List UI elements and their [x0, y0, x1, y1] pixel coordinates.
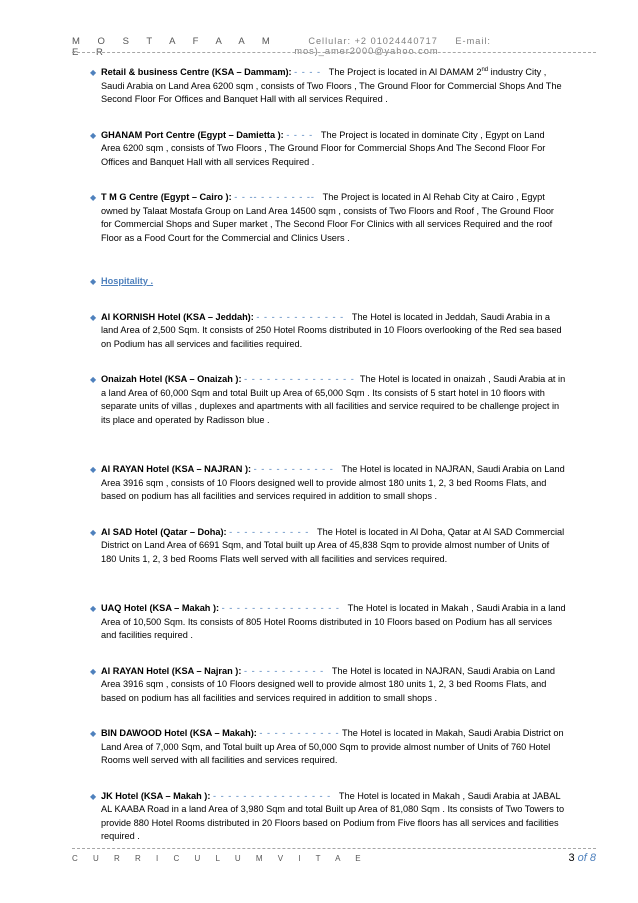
project-title: GHANAM Port Centre (Egypt – Damietta ):	[101, 129, 284, 140]
document-body	[90, 66, 566, 844]
hotel-entry	[90, 602, 566, 643]
hospitality-section-link[interactable]: Hospitality .	[101, 276, 154, 286]
dash-leader: - - -- - - - - - - --	[234, 192, 315, 202]
author-name: M O S T A F A A M E R	[72, 36, 278, 58]
page-footer	[72, 852, 596, 864]
hotel-title: UAQ Hotel (KSA – Makah ):	[101, 603, 220, 613]
diamond-bullet-icon: ◆	[90, 465, 97, 474]
project-title: Retail & business Centre (KSA – Dammam):	[101, 67, 292, 77]
hotel-entry	[90, 790, 566, 844]
project-title: T M G Centre (Egypt – Cairo ):	[101, 192, 232, 202]
page-header	[72, 36, 596, 58]
diamond-bullet-icon: ◆	[90, 791, 97, 801]
hotel-description: The Hotel is located in Jeddah, Saudi Arabia in a land Area of 2,500 Sqm. It consists of 250 Hotel Rooms distributed in 10 Floors overlooking of the Red sea based on Podium has all services and facilities required.	[101, 311, 562, 349]
project-description: The Project is located in dominate City , Egypt on Land Area 6200 sqm , consists of Two Floors , The Ground Floor for Commercial Shops And The Second Floor For Offices and Banquet Hall with all services Required .	[101, 129, 546, 167]
project-entry-retail	[90, 66, 566, 107]
hotel-entry	[90, 526, 566, 567]
diamond-bullet-icon: ◆	[90, 527, 97, 537]
hotel-title: Al SAD Hotel (Qatar – Doha):	[101, 526, 227, 537]
diamond-bullet-icon: ◆	[90, 193, 97, 202]
diamond-bullet-icon: ◆	[90, 375, 97, 384]
diamond-bullet-icon: ◆	[90, 68, 97, 77]
section-hospitality	[90, 275, 566, 289]
current-page: 3	[568, 852, 575, 864]
project-description: industry City , Saudi Arabia on Land Area 6200 sqm , consists of Two Floors , The Ground Floor for Commercial Shops And The Second Floor For Offices and Banquet Hall with all services Required .	[101, 67, 562, 104]
hotel-entry	[90, 665, 566, 706]
hotel-title: Al RAYAN Hotel (KSA – NAJRAN ):	[101, 464, 252, 474]
hotel-description: The Hotel is located in Makah , Saudi Arabia in a land Area of 10,500 Sqm. Its consists of 805 Hotel Rooms distributed in 10 Floors based on Podium has all services and facilities required .	[101, 603, 566, 640]
dash-leader: - - - - - - - - - - - - - - - -	[212, 790, 332, 801]
diamond-bullet-icon: ◆	[90, 729, 97, 738]
project-description: The Project is located in Al Rehab City at Cairo , Egypt owned by Talaat Mostafa Group on Land Area 14500 sqm , consists of Two Floors and Roof , The Ground Floor for Commercial Shops and Super market , The Second Floor For Clinics with all services Required and the roof Floor as a Food Court for the Commercial and Clinics Users .	[101, 192, 554, 243]
project-entry-tmg	[90, 191, 566, 245]
dash-leader: - - - -	[294, 67, 322, 77]
dash-leader: - - - - - - - - - - - - - - -	[244, 374, 355, 384]
footer-label: C U R R I C U L U M V I T A E	[72, 854, 368, 863]
project-description-start: The Project is located in Al DAMAM 2	[328, 67, 482, 77]
diamond-bullet-icon: ◆	[90, 312, 97, 322]
cellular-number: Cellular: +2 01024440717	[308, 36, 438, 46]
hotel-description: The Hotel is located in NAJRAN, Saudi Arabia on Land Area 3916 sqm , consists of 10 Floors designed well to provide almost 180 units 1, 2, 3 bed Rooms Flats, and based on podium has all facilities and services required in addition to small shops .	[101, 665, 555, 703]
hotel-entry	[90, 463, 566, 504]
hotel-description: The Hotel is located in onaizah , Saudi Arabia at in a land Area of 60,000 Sqm and total Built up Area of 65,000 Sqm . Its consists of 5 start hotel in 10 floors with separate units of villas , duplexes and apartments with all facilities and service required to be challenge project in its place and operated by Radisson blue .	[101, 374, 566, 425]
ordinal-suffix: nd	[481, 66, 489, 73]
dash-leader: - - - - - - - - - - -	[243, 665, 325, 676]
hotel-title: JK Hotel (KSA – Makah ):	[101, 790, 211, 801]
hotel-entry	[90, 311, 566, 352]
hotel-description: The Hotel is located in NAJRAN, Saudi Arabia on Land Area 3916 sqm , consists of 10 Floors designed well to provide almost 180 units 1, 2, 3 bed Rooms Flats, and based on podium has all facilities and services required in addition to small shops .	[101, 464, 565, 501]
hotel-title: Al RAYAN Hotel (KSA – Najran ):	[101, 665, 242, 676]
diamond-bullet-icon: ◆	[90, 604, 97, 613]
diamond-bullet-icon: ◆	[90, 277, 97, 286]
hotel-description: The Hotel is located in Makah , Saudi Arabia at JABAL AL KAABA Road in a land Area of 3,980 Sqm and total Built up Area of 81,080 Sqm . Its consists of Two Towers to provide 880 Hotel Rooms distributed in 20 Floors based on Podium from Five floors has all services and facilities required .	[101, 790, 565, 841]
email-address: E-mail: mos)_amer2000@yahoo.com	[294, 36, 491, 56]
hotel-entry	[90, 373, 566, 427]
project-entry-ghanam	[90, 129, 566, 170]
footer-divider	[72, 848, 596, 849]
diamond-bullet-icon: ◆	[90, 666, 97, 676]
dash-leader: - - - -	[286, 129, 314, 140]
header-divider	[72, 52, 596, 53]
hotel-entry	[90, 727, 566, 768]
diamond-bullet-icon: ◆	[90, 130, 97, 140]
total-pages: of 8	[577, 852, 596, 864]
hotel-description: The Hotel is located in Al Doha, Qatar at Al SAD Commercial District on Land Area of 6691 Sqm, and Total built up Area of 45,838 Sqm to provide almost number of Units of 180 Units 1, 2, 3 bed Rooms Flats well served with all facilities and services required.	[101, 526, 565, 564]
hotel-title: BIN DAWOOD Hotel (KSA – Makah):	[101, 728, 257, 738]
hotel-description: The Hotel is located in Makah, Saudi Arabia District on Land Area of 7,000 Sqm, and Total built up Area of 50,000 Sqm to provide almost number of Units of 760 Hotel Rooms well served with all facilities and services required.	[101, 728, 564, 765]
dash-leader: - - - - - - - - - - -	[229, 526, 310, 537]
hotel-title: Onaizah Hotel (KSA – Onaizah ):	[101, 374, 242, 384]
page-number	[568, 852, 596, 864]
dash-leader: - - - - - - - - - - -	[253, 464, 334, 474]
dash-leader: - - - - - - - - - - - -	[256, 311, 345, 322]
dash-leader: - - - - - - - - - - - - - - - -	[221, 603, 340, 613]
hotel-title: Al KORNISH Hotel (KSA – Jeddah):	[101, 311, 254, 322]
contact-info	[294, 36, 596, 56]
dash-leader: - - - - - - - - - - -	[259, 728, 340, 738]
